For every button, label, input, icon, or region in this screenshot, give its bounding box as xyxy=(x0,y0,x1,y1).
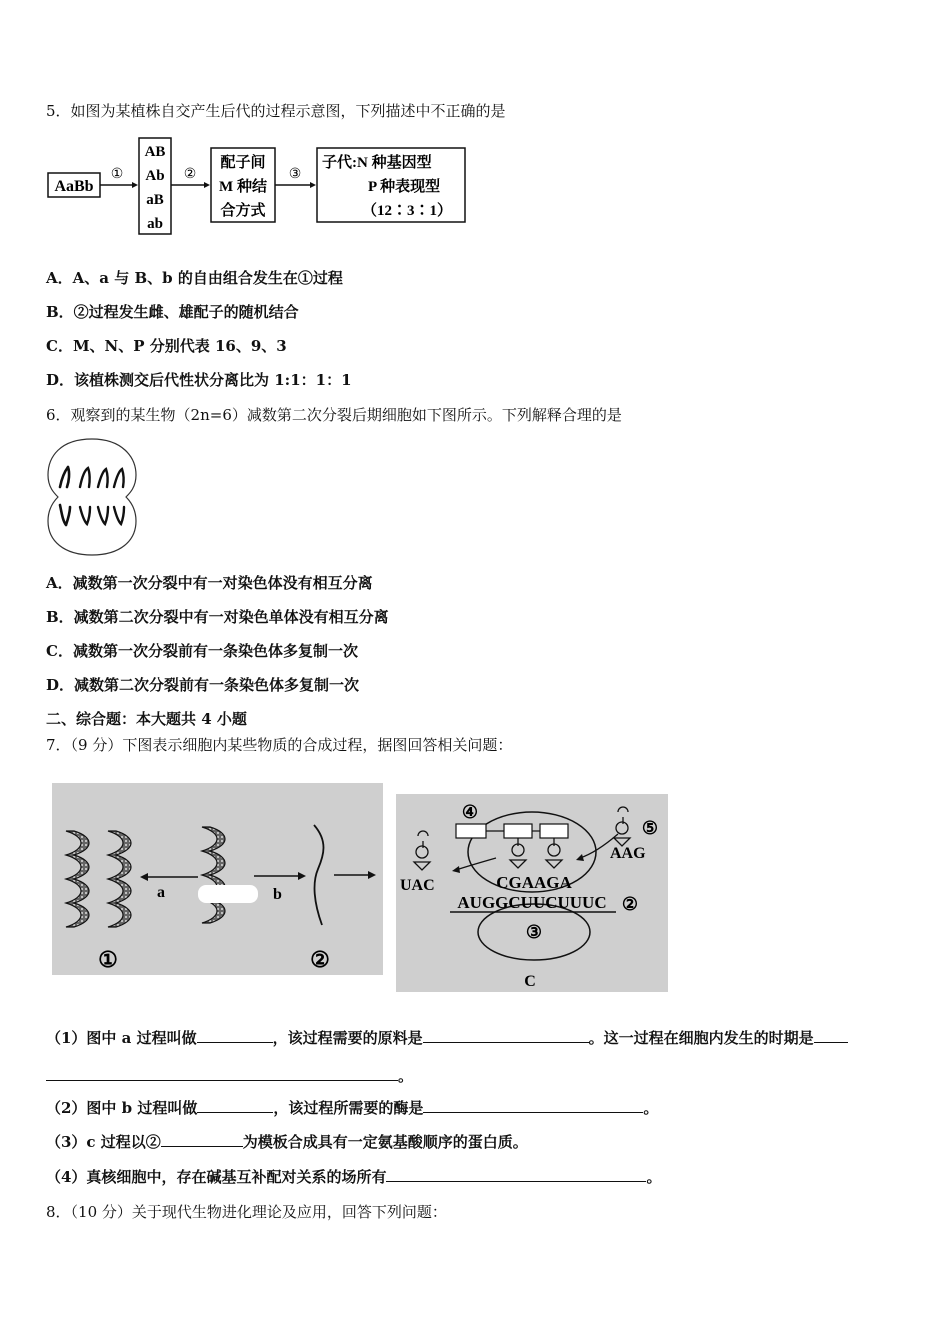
step2-label: ② xyxy=(183,167,197,182)
q5-option-a[interactable]: A．A、a 与 B、b 的自由组合发生在①过程 xyxy=(46,269,343,287)
q7-sub1-continued xyxy=(46,1066,413,1086)
gamete-2: Ab xyxy=(145,168,165,184)
q7-sub3 xyxy=(46,1132,528,1152)
q7-sub1-end: 。 xyxy=(398,1067,414,1085)
step1-label: ① xyxy=(110,167,124,182)
gamete-1: AB xyxy=(144,144,166,160)
offspring-line-3: （12∶3∶1） xyxy=(362,203,453,219)
q7-sub2-part-b: ，该过程所需要的酶是 xyxy=(273,1099,424,1117)
gamete-4: ab xyxy=(147,216,163,232)
q7-sub2 xyxy=(46,1098,658,1118)
circle-2-right-label: ② xyxy=(621,894,639,914)
section2-heading: 二、综合题：本大题共 4 小题 xyxy=(46,710,247,728)
q7-sub2-blank-2[interactable] xyxy=(423,1098,643,1113)
q7-sub1-part-b: ，该过程需要的原料是 xyxy=(272,1029,423,1047)
polypeptide-box-1 xyxy=(456,824,486,838)
q7-sub1-blank-3[interactable] xyxy=(814,1028,848,1043)
circle-3-label: ③ xyxy=(525,922,543,942)
gamete-3: aB xyxy=(146,192,164,208)
combine-line-1: 配子间 xyxy=(220,155,266,171)
q7-right-figure xyxy=(396,794,668,992)
process-c-label: C xyxy=(524,973,536,990)
q7-left-figure xyxy=(52,783,383,975)
q5-option-d[interactable]: D．该植株测交后代性状分离比为 1:1：1：1 xyxy=(46,371,352,389)
q7-sub2-end: 。 xyxy=(643,1099,659,1117)
polypeptide-box-2 xyxy=(504,824,532,838)
circle-1-label: ① xyxy=(98,947,118,972)
q7-sub1-blank-3-cont[interactable] xyxy=(46,1066,398,1081)
mrna-sequence: AUGGCUUCUUUC xyxy=(457,893,607,912)
circle-4-label: ④ xyxy=(461,802,479,822)
q6-option-a[interactable]: A．减数第一次分裂中有一对染色体没有相互分离 xyxy=(46,574,373,592)
step3-label: ③ xyxy=(288,167,302,182)
q7-sub4-end: 。 xyxy=(646,1168,662,1186)
q7-sub1-blank-2[interactable] xyxy=(423,1028,589,1043)
q7-sub2-blank-1[interactable] xyxy=(197,1098,273,1113)
q5-process-diagram xyxy=(46,136,470,236)
q7-sub1-blank-1[interactable] xyxy=(197,1028,273,1043)
q7-sub2-part-a: （2）图中 b 过程叫做 xyxy=(46,1099,198,1117)
q8-stem: 8．（10 分）关于现代生物进化理论及应用，回答下列问题： xyxy=(46,1203,447,1221)
q6-cell-diagram xyxy=(46,437,138,557)
q5-stem: 5．如图为某植株自交产生后代的过程示意图，下列描述中不正确的是 xyxy=(46,102,506,120)
circle-2-label: ② xyxy=(310,947,330,972)
circle-5-label: ⑤ xyxy=(641,818,659,838)
combine-line-3: 合方式 xyxy=(220,203,266,219)
q7-sub1-part-c: 。这一过程在细胞内发生的时期是 xyxy=(588,1029,814,1047)
anticodon-aag: AAG xyxy=(610,845,646,862)
q7-stem: 7．（9 分）下图表示细胞内某些物质的合成过程，据图回答相关问题： xyxy=(46,736,513,754)
q7-sub4 xyxy=(46,1167,661,1187)
q6-option-b[interactable]: B．减数第二次分裂中有一对染色单体没有相互分离 xyxy=(46,608,389,626)
q7-sub3-blank-1[interactable] xyxy=(161,1132,243,1147)
trna-anticodons: CGAAGA xyxy=(496,873,572,892)
q5-option-b[interactable]: B．②过程发生雌、雄配子的随机结合 xyxy=(46,303,299,321)
q7-sub3-part-a: （3）c 过程以② xyxy=(46,1133,161,1151)
parent-genotype: AaBb xyxy=(54,178,94,195)
q5-option-c[interactable]: C．M、N、P 分别代表 16、9、3 xyxy=(46,337,287,355)
combine-line-2: M 种结 xyxy=(219,179,267,195)
anticodon-uac: UAC xyxy=(400,877,435,894)
q6-option-c[interactable]: C．减数第一次分裂前有一条染色体多复制一次 xyxy=(46,642,358,660)
q7-sub3-part-b: 为模板合成具有一定氨基酸顺序的蛋白质。 xyxy=(242,1133,528,1151)
offspring-line-1: 子代:N 种基因型 xyxy=(322,155,432,171)
polypeptide-box-3 xyxy=(540,824,568,838)
process-b-label: b xyxy=(273,886,282,903)
q7-sub4-part-a: （4）真核细胞中，存在碱基互补配对关系的场所有 xyxy=(46,1168,387,1186)
offspring-line-2: P 种表现型 xyxy=(368,179,441,195)
q7-sub4-blank-1[interactable] xyxy=(386,1167,646,1182)
q7-sub1 xyxy=(46,1028,848,1048)
q6-option-d[interactable]: D．减数第二次分裂前有一条染色体多复制一次 xyxy=(46,676,360,694)
process-a-label: a xyxy=(157,884,165,901)
q7-sub1-part-a: （1）图中 a 过程叫做 xyxy=(46,1029,197,1047)
q6-stem: 6．观察到的某生物（2n=6）减数第二次分裂后期细胞如下图所示。下列解释合理的是 xyxy=(46,406,622,424)
